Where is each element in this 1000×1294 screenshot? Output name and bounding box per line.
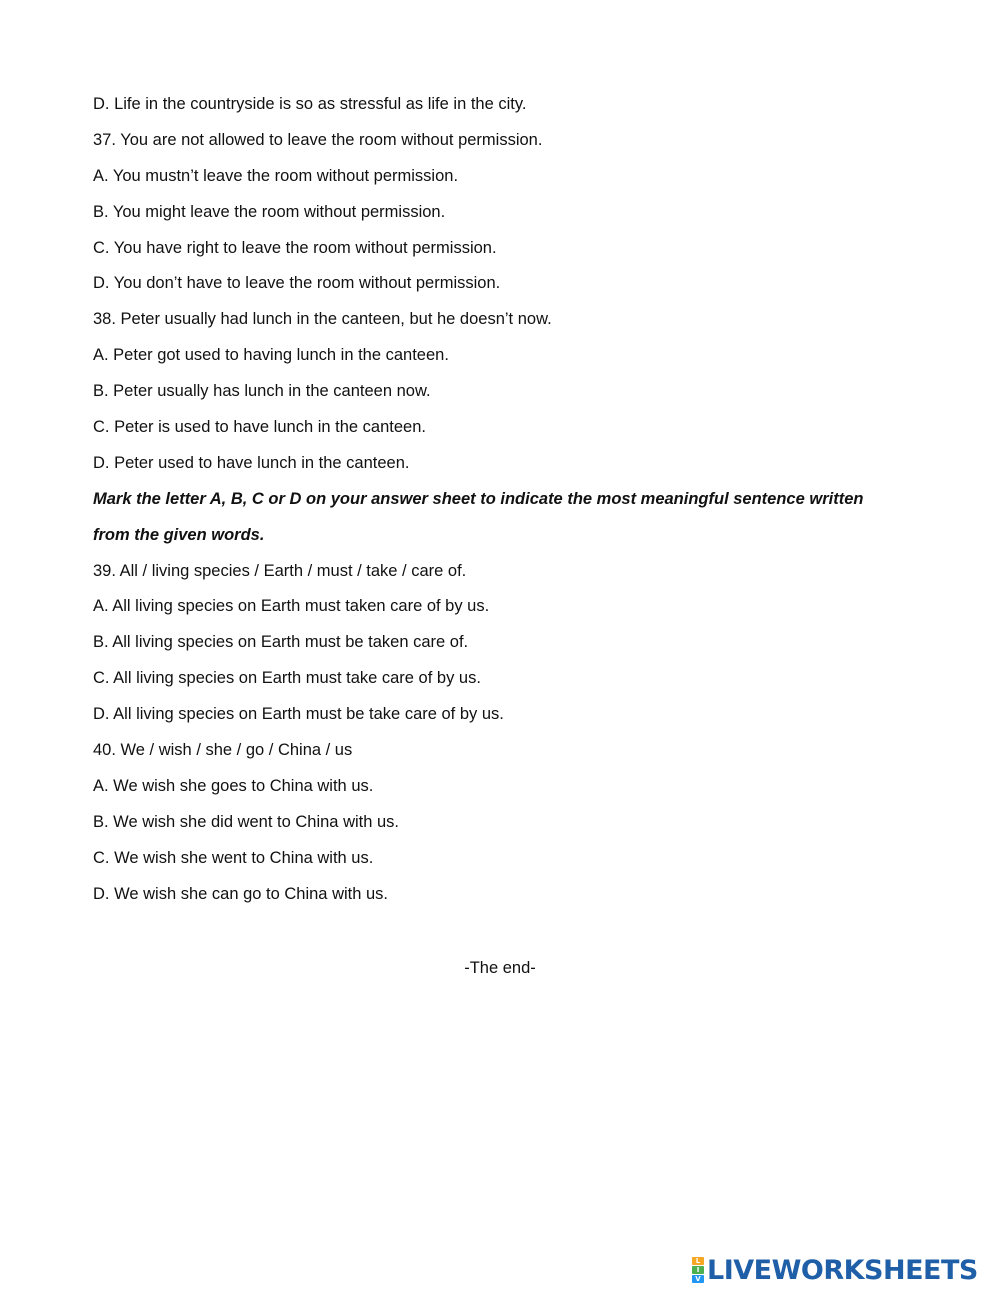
text-line: 38. Peter usually had lunch in the canteen, but he doesn’t now. [93,310,552,329]
liveworksheets-logo-icon [692,1257,704,1283]
text-line: 40. We / wish / she / go / China / us [93,741,353,760]
text-line: D. You don’t have to leave the room without permission. [93,274,501,293]
text-line: 37. You are not allowed to leave the room without permission. [93,130,543,149]
text-line: A. All living species on Earth must taken care of by us. [93,597,490,616]
text-line: D. We wish she can go to China with us. [93,884,389,903]
text-line: 39. All / living species / Earth / must / take / care of. [93,561,467,580]
text-line: D. All living species on Earth must be take care of by us. [93,705,504,724]
text-line: A. We wish she goes to China with us. [93,776,374,795]
closing-text: -The end- [464,959,536,977]
text-line: A. Peter got used to having lunch in the canteen. [93,346,449,365]
question-list [93,92,933,917]
instruction-line: Mark the letter A, B, C or D on your answer sheet to indicate the most meaningful sentence written [93,489,864,508]
text-line: C. Peter is used to have lunch in the canteen. [93,418,426,437]
logo-letter-i: I [692,1266,704,1274]
logo-letter-l: L [692,1257,704,1265]
text-line: B. Peter usually has lunch in the canteen now. [93,382,431,401]
logo-letter-v: V [692,1275,704,1283]
liveworksheets-watermark [692,1254,978,1286]
liveworksheets-brand-text: LIVEWORKSHEETS [707,1254,978,1286]
text-line: C. All living species on Earth must take care of by us. [93,669,481,688]
text-line: A. You mustn’t leave the room without permission. [93,166,459,185]
text-line: C. We wish she went to China with us. [93,848,374,867]
text-line: B. You might leave the room without permission. [93,202,446,221]
text-line: B. All living species on Earth must be taken care of. [93,633,469,652]
text-line: D. Life in the countryside is so as stressful as life in the city. [93,95,527,113]
instruction-line: from the given words. [93,525,265,544]
text-line: D. Peter used to have lunch in the canteen. [93,453,410,472]
text-line: C. You have right to leave the room without permission. [93,238,497,257]
text-line: B. We wish she did went to China with us. [93,812,400,831]
